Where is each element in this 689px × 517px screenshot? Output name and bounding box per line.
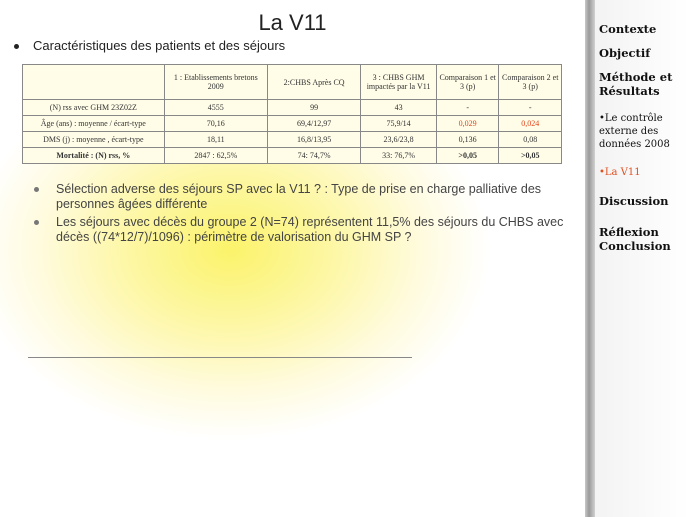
table-cell: 23,6/23,8 [361,132,437,148]
sidebar-divider [585,0,595,517]
table-cell: 0,029 [436,116,499,132]
table-cell: (N) rss avec GHM 23Z02Z [23,100,165,116]
table-row [23,116,562,132]
table-header-cell: Comparaison 1 et 3 (p) [436,65,499,100]
sidebar-item-objectif[interactable]: Objectif [599,46,651,60]
table-cell: 99 [267,100,360,116]
table-cell: 43 [361,100,437,116]
sidebar-item-discussion[interactable]: Discussion [599,194,669,208]
table-cell: 33: 76,7% [361,148,437,164]
slide-title: La V11 [258,10,327,35]
table-cell: 18,11 [164,132,267,148]
list-item [32,182,572,212]
table-cell: 75,9/14 [361,116,437,132]
table-cell: 16,8/13,95 [267,132,360,148]
table-header-cell: 3 : CHBS GHM impactés par la V11 [361,65,437,100]
bullet-list [32,182,572,248]
table-cell: 4555 [164,100,267,116]
table-header-cell: 1 : Etablissements bretons 2009 [164,65,267,100]
sidebar-nav [595,0,689,517]
sidebar-item-controle-externe[interactable]: •Le contrôle externe des données 2008 [599,113,670,150]
table-cell: 0,136 [436,132,499,148]
table-cell: >0,05 [499,148,562,164]
separator-line [28,357,412,358]
slide-subtitle [14,38,285,53]
list-item [32,215,572,245]
bullet-dot-icon [34,220,39,225]
table-cell: Mortalité : (N) rss, % [23,148,165,164]
bullet-text: Sélection adverse des séjours SP avec la V11 ? : Type de prise en charge palliative des personnes âgées différente [56,182,542,211]
table-cell: 0,024 [499,116,562,132]
table-cell: Âge (ans) : moyenne / écart-type [23,116,165,132]
table-cell: - [436,100,499,116]
table-row [23,100,562,116]
table-cell: DMS (j) : moyenne , écart-type [23,132,165,148]
patient-characteristics-table [22,64,562,164]
sidebar-item-la-v11[interactable]: •La V11 [599,167,641,178]
bullet-text: Les séjours avec décès du groupe 2 (N=74) représentent 11,5% des séjours du CHBS avec décès ((74*12/7)/1096) : périmètre de valorisation du GHM SP ? [56,215,564,244]
bullet-dot-icon [14,44,19,49]
sidebar-item-methode-resultats[interactable]: Méthode et Résultats [599,70,673,98]
table-header-cell: Comparaison 2 et 3 (p) [499,65,562,100]
table-cell: - [499,100,562,116]
table-row [23,148,562,164]
table-cell: 70,16 [164,116,267,132]
sidebar-item-reflexion-conclusion[interactable]: Réflexion Conclusion [599,225,671,253]
subtitle-text: Caractéristiques des patients et des séjours [33,38,286,53]
table-cell: 2847 : 62,5% [164,148,267,164]
table-header-row [23,65,562,100]
table-cell: >0,05 [436,148,499,164]
table-cell: 74: 74,7% [267,148,360,164]
sidebar-item-contexte[interactable]: Contexte [599,22,657,36]
table-cell: 69,4/12,97 [267,116,360,132]
table-header-cell [23,65,165,100]
table-cell: 0,08 [499,132,562,148]
table-row [23,132,562,148]
bullet-dot-icon [34,187,39,192]
table-header-cell: 2:CHBS Après CQ [267,65,360,100]
